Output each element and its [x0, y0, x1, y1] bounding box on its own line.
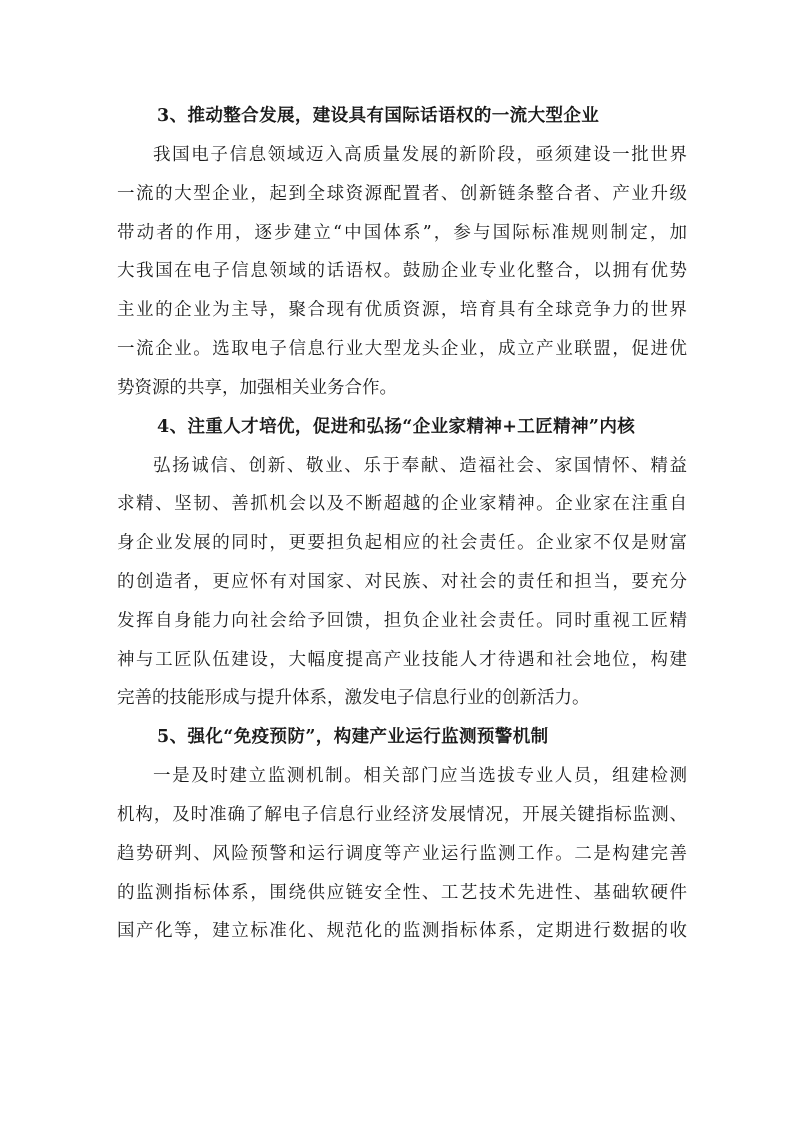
section-4-paragraph — [117, 447, 687, 719]
paragraph-line: 大我国在电子信息领域的话语权。鼓励企业专业化整合，以拥有优势 — [117, 261, 687, 282]
paragraph-line: 身企业发展的同时，更要担负起相应的社会责任。企业家不仅是财富 — [117, 533, 687, 554]
paragraph-line: 的监测指标体系，围绕供应链安全性、工艺技术先进性、基础软硬件 — [117, 882, 687, 903]
paragraph-line: 主业的企业为主导，聚合现有优质资源，培育具有全球竞争力的世界 — [117, 300, 687, 321]
paragraph-line: 国产化等，建立标准化、规范化的监测指标体系，定期进行数据的收 — [117, 921, 687, 942]
paragraph-line: 一流的大型企业，起到全球资源配置者、创新链条整合者、产业升级 — [117, 183, 687, 204]
section-5-paragraph — [117, 757, 687, 951]
paragraph-line: 势资源的共享，加强相关业务合作。 — [117, 377, 397, 398]
paragraph-line: 弘扬诚信、创新、敬业、乐于奉献、造福社会、家国情怀、精益 — [153, 455, 687, 476]
paragraph-line: 带动者的作用，逐步建立“中国体系”，参与国际标准规则制定，加 — [117, 222, 687, 243]
section-heading-4: 4、注重人才培优，促进和弘扬“企业家精神+工匠精神”内核 — [157, 416, 636, 437]
paragraph-line: 趋势研判、风险预警和运行调度等产业运行监测工作。二是构建完善 — [117, 843, 687, 864]
document-page — [117, 97, 687, 951]
paragraph-line: 发挥自身能力向社会给予回馈，担负企业社会责任。同时重视工匠精 — [117, 610, 687, 631]
paragraph-line: 一是及时建立监测机制。相关部门应当选拔专业人员，组建检测 — [153, 766, 687, 787]
paragraph-line: 我国电子信息领域迈入高质量发展的新阶段，亟须建设一批世界 — [153, 145, 687, 165]
paragraph-line: 一流企业。选取电子信息行业大型龙头企业，成立产业联盟，促进优 — [117, 338, 687, 359]
section-heading-3: 3、推动整合发展，建设具有国际话语权的一流大型企业 — [157, 106, 600, 126]
paragraph-line: 神与工匠队伍建设，大幅度提高产业技能人才待遇和社会地位，构建 — [117, 649, 687, 670]
paragraph-line: 求精、坚韧、善抓机会以及不断超越的企业家精神。企业家在注重自 — [117, 494, 687, 515]
section-3-paragraph — [117, 136, 687, 408]
paragraph-line: 机构，及时准确了解电子信息行业经济发展情况，开展关键指标监测、 — [117, 804, 687, 825]
paragraph-line: 的创造者，更应怀有对国家、对民族、对社会的责任和担当，要充分 — [117, 571, 687, 592]
paragraph-line: 完善的技能形成与提升体系，激发电子信息行业的创新活力。 — [117, 688, 590, 709]
section-heading-5: 5、强化“免疫预防”，构建产业运行监测预警机制 — [157, 727, 549, 748]
